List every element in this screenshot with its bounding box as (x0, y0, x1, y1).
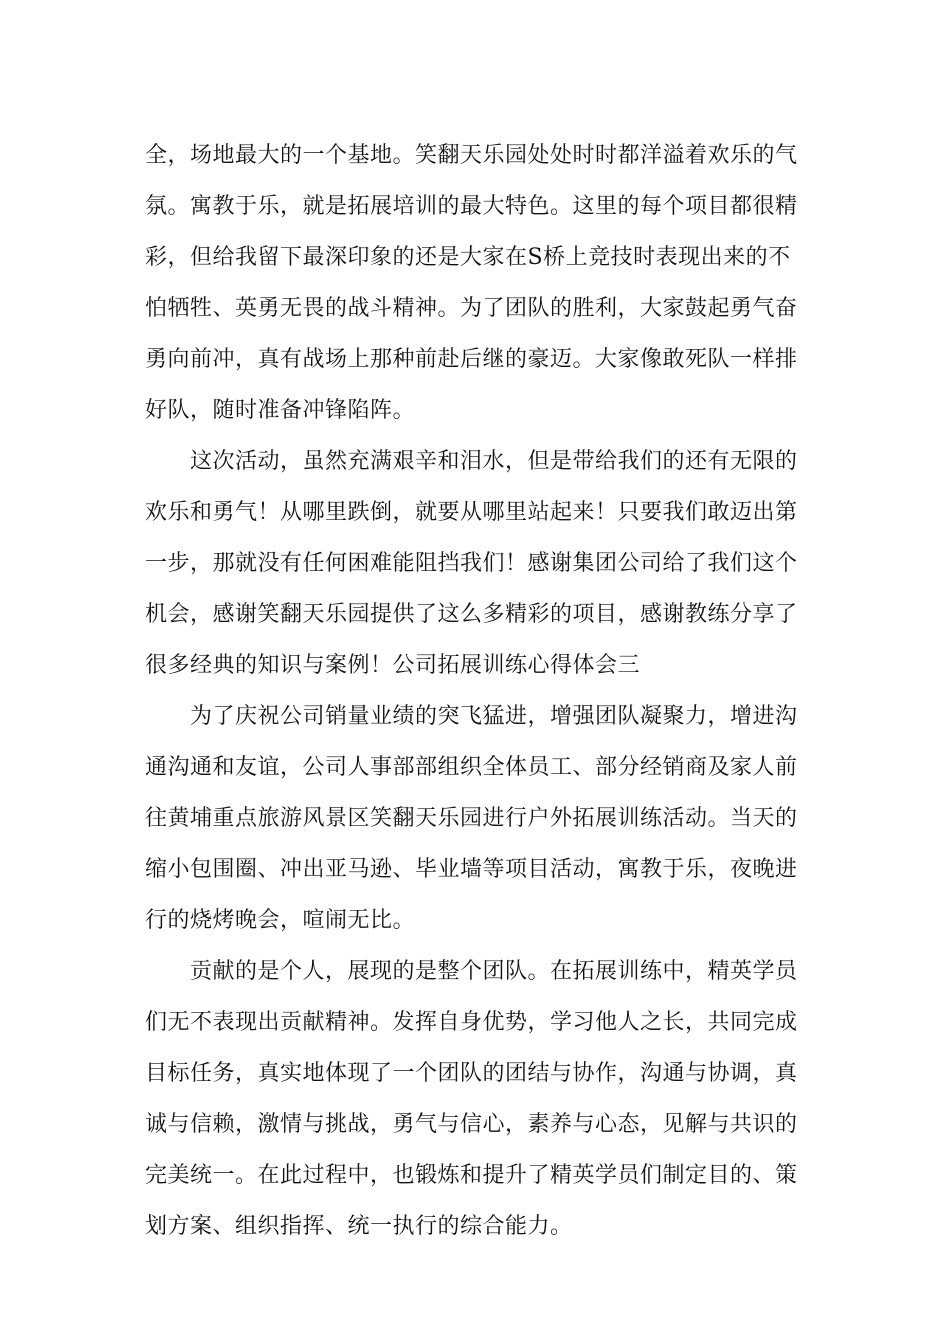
text-line: 机会，感谢笑翻天乐园提供了这么多精彩的项目，感谢教练分享了 (145, 602, 798, 627)
text-line: 好队，随时准备冲锋陷阵。 (145, 398, 416, 423)
text-line: 缩小包围圈、冲出亚马逊、毕业墙等项目活动，寓教于乐，夜晚进 (145, 857, 798, 882)
paragraph-first-line: 这次活动，虽然充满艰辛和泪水，但是带给我们的还有无限的 (190, 449, 798, 474)
text-line: 目标任务，真实地体现了一个团队的团结与协作，沟通与协调，真 (145, 1061, 798, 1086)
text-line: 诚与信赖，激情与挑战，勇气与信心，素养与心态，见解与共识的 (145, 1112, 798, 1137)
text-line: 勇向前冲，真有战场上那种前赴后继的豪迈。大家像敢死队一样排 (145, 347, 798, 372)
text-line: 全，场地最大的一个基地。笑翻天乐园处处时时都洋溢着欢乐的气 (145, 143, 798, 168)
text-line: 行的烧烤晚会，喧闹无比。 (145, 908, 416, 933)
text-line: 氛。寓教于乐，就是拓展培训的最大特色。这里的每个项目都很精 (145, 194, 798, 219)
text-line: 们无不表现出贡献精神。发挥自身优势，学习他人之长，共同完成 (145, 1010, 798, 1035)
text-line: 完美统一。在此过程中，也锻炼和提升了精英学员们制定目的、策 (145, 1163, 798, 1188)
text-line: 往黄埔重点旅游风景区笑翻天乐园进行户外拓展训练活动。当天的 (145, 806, 798, 831)
text-line: 通沟通和友谊，公司人事部部组织全体员工、部分经销商及家人前 (145, 755, 798, 780)
paragraph-first-line: 为了庆祝公司销量业绩的突飞猛进，增强团队凝聚力，增进沟 (190, 704, 798, 729)
text-line: 彩，但给我留下最深印象的还是大家在S桥上竞技时表现出来的不 (145, 245, 791, 270)
text-line: 怕牺牲、英勇无畏的战斗精神。为了团队的胜利，大家鼓起勇气奋 (145, 296, 798, 321)
paragraph-first-line: 贡献的是个人，展现的是整个团队。在拓展训练中，精英学员 (190, 959, 798, 984)
text-line: 很多经典的知识与案例！公司拓展训练心得体会三 (145, 653, 641, 678)
text-line: 划方案、组织指挥、统一执行的综合能力。 (145, 1214, 573, 1239)
text-line: 一步，那就没有任何困难能阻挡我们！感谢集团公司给了我们这个 (145, 551, 798, 576)
document-body (145, 130, 810, 1252)
text-line: 欢乐和勇气！从哪里跌倒，就要从哪里站起来！只要我们敢迈出第 (145, 500, 798, 525)
